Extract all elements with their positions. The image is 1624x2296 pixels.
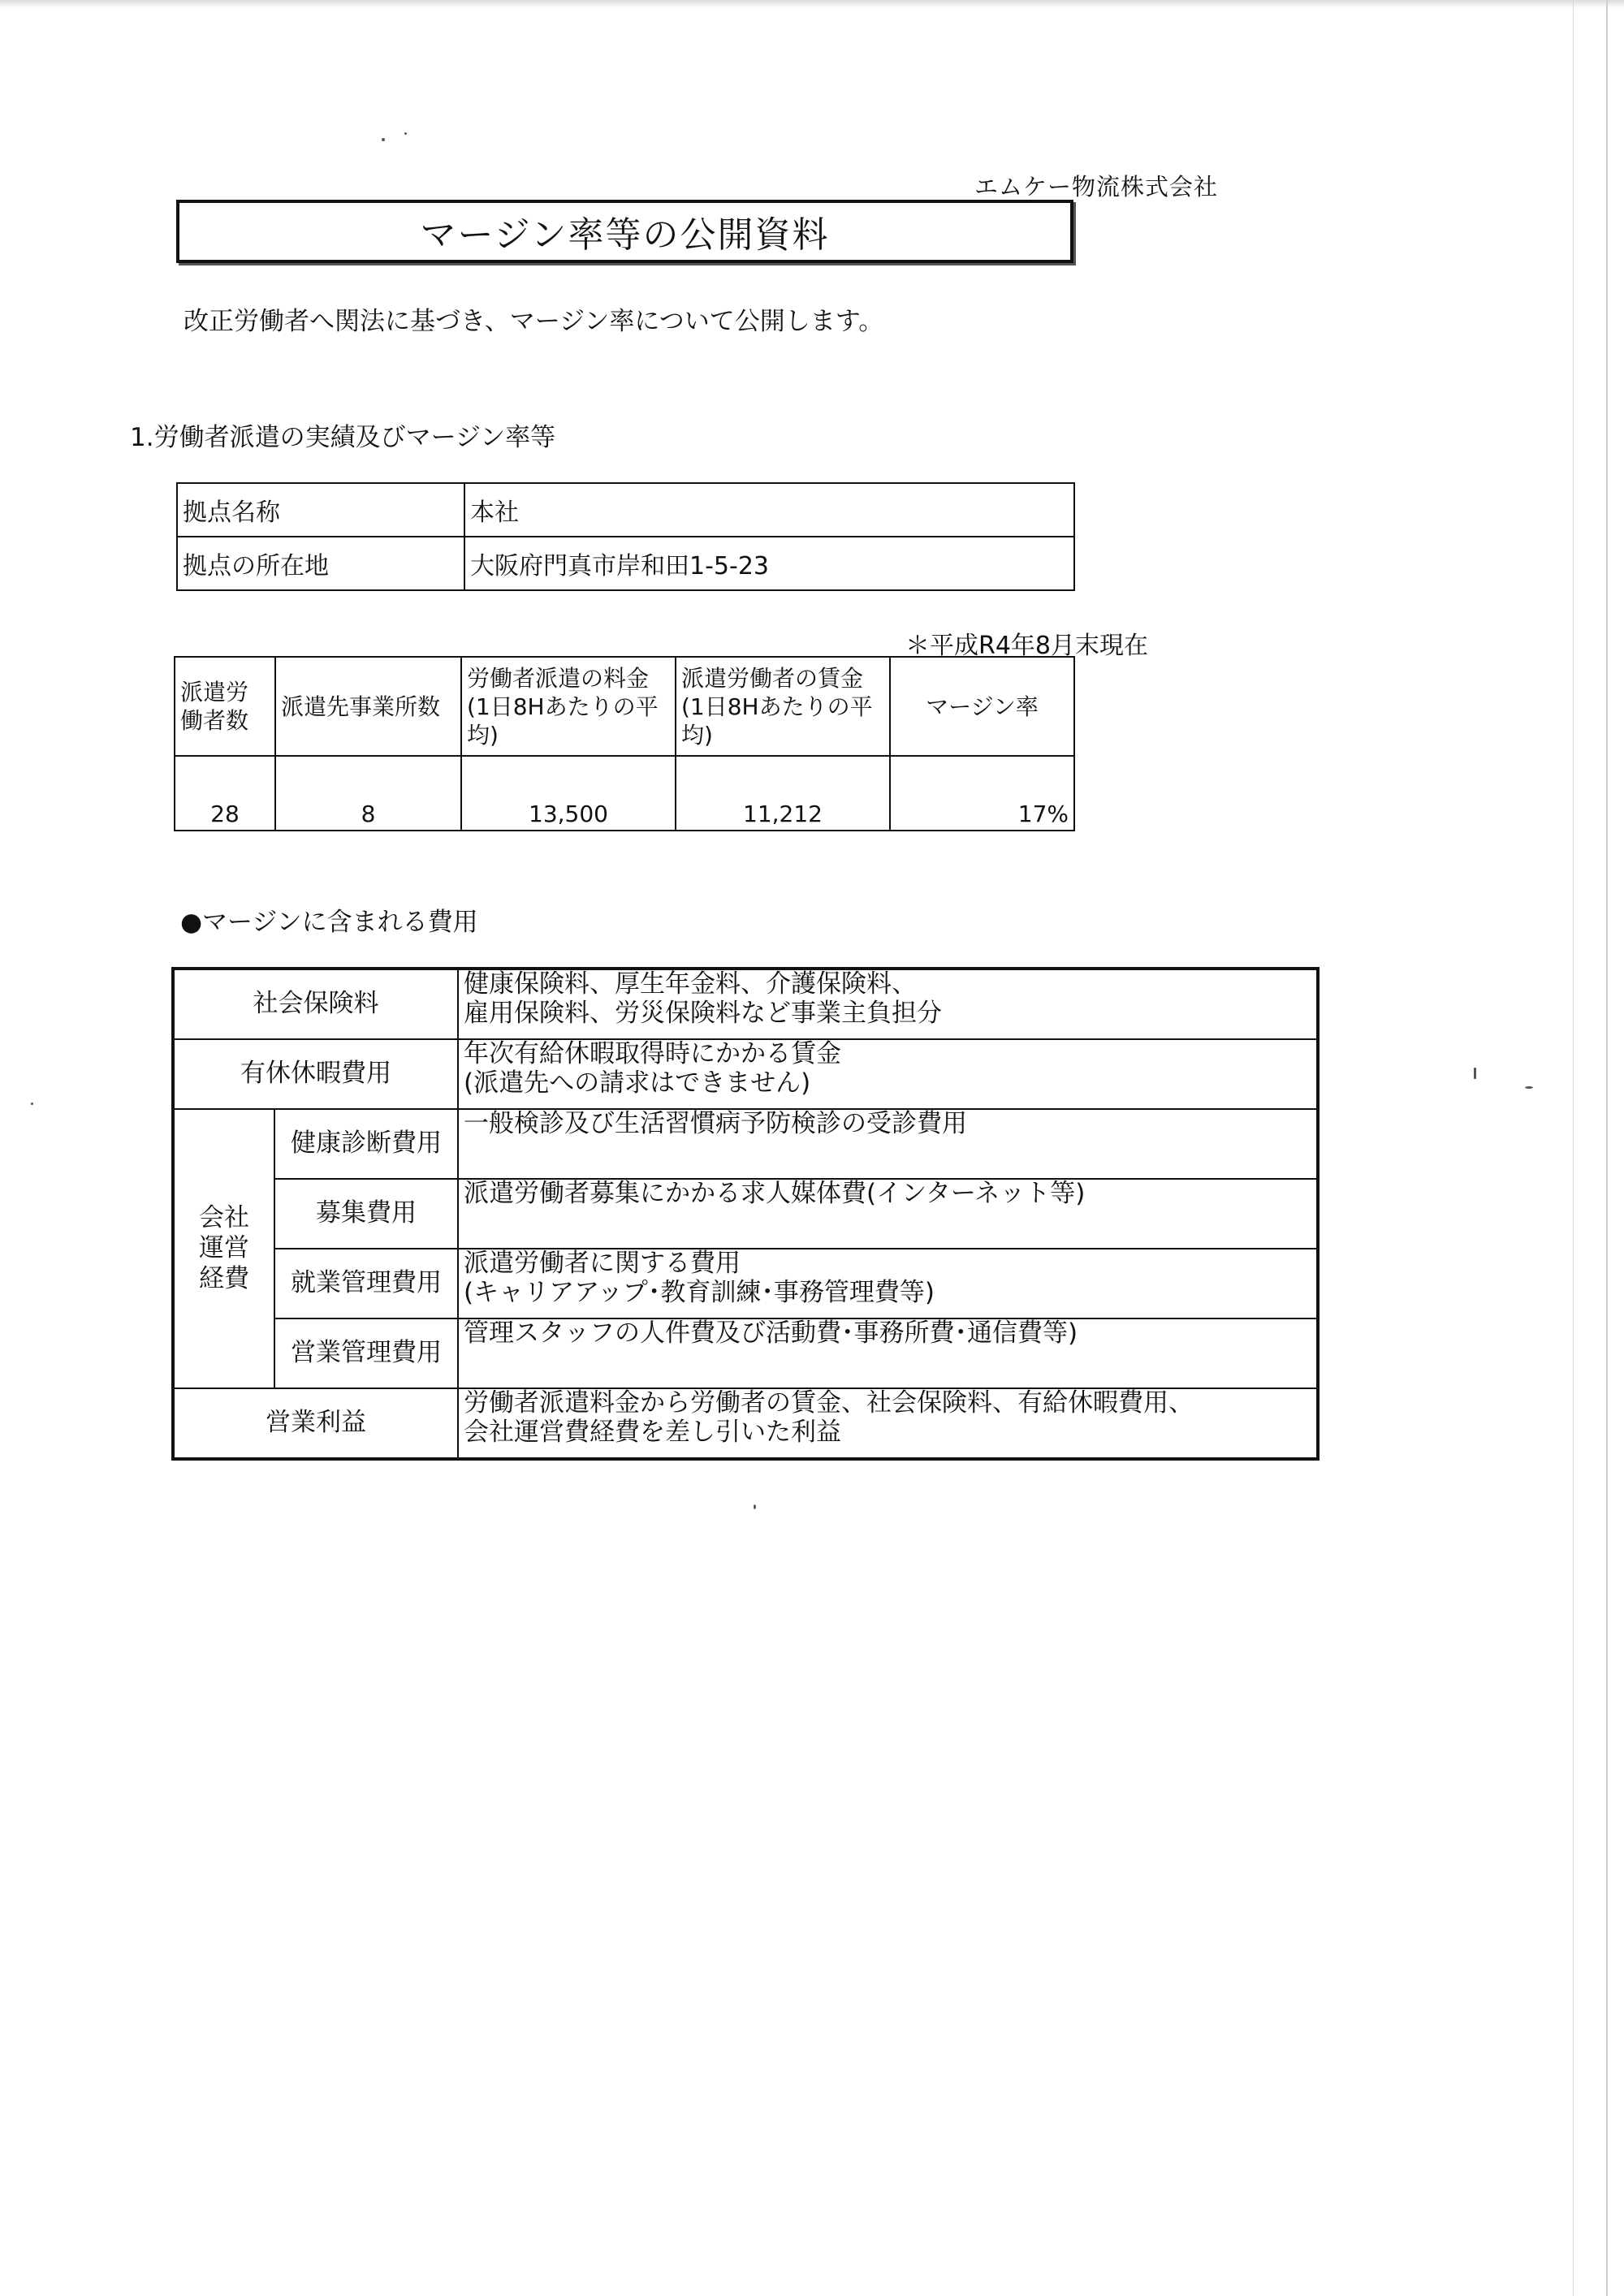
cost-recruiting-desc	[458, 1179, 1318, 1249]
desc-line: 派遣労働者募集にかかる求人媒体費(インターネット等)	[464, 1179, 1086, 1208]
table-row	[173, 1109, 1318, 1179]
table-row	[173, 969, 1318, 1039]
value-dispatch-fee: 13,500	[461, 756, 676, 831]
cost-sales-management-desc	[458, 1318, 1318, 1388]
scan-top-edge	[0, 0, 1624, 8]
scan-right-edge-inner	[1573, 0, 1574, 2296]
cost-company-ops-label	[173, 1109, 274, 1388]
location-name-value: 本社	[464, 483, 1074, 537]
header-dispatched-workers: 派遣労働者数	[175, 657, 275, 756]
cost-operating-profit-label: 営業利益	[173, 1388, 458, 1459]
desc-line: 一般検診及び生活習慣病予防検診の受診費用	[464, 1109, 967, 1138]
dispatch-stats-table	[174, 656, 1075, 831]
table-row	[173, 1388, 1318, 1459]
scan-speck	[1474, 1068, 1476, 1079]
cost-social-insurance-desc	[458, 969, 1318, 1039]
scan-speck	[31, 1103, 33, 1105]
location-address-label: 拠点の所在地	[177, 537, 464, 590]
intro-text: 改正労働者へ関法に基づき、マージン率について公開します。	[184, 307, 884, 336]
header-margin-rate: マージン率	[890, 657, 1074, 756]
table-row	[175, 756, 1074, 831]
cost-work-management-label: 就業管理費用	[274, 1249, 458, 1318]
scan-speck	[754, 1504, 756, 1509]
label-line: 会社	[199, 1203, 249, 1233]
header-worker-wage: 派遣労働者の賃金(1日8Hあたりの平均)	[676, 657, 890, 756]
table-row	[173, 1039, 1318, 1109]
cost-health-check-label: 健康診断費用	[274, 1109, 458, 1179]
desc-line: 派遣労働者に関する費用	[464, 1249, 741, 1278]
location-name-label: 拠点名称	[177, 483, 464, 537]
desc-line: 会社運営費経費を差し引いた利益	[464, 1417, 841, 1447]
desc-line: 労働者派遣料金から労働者の賃金、社会保険料、有給休暇費用、	[464, 1388, 1194, 1418]
cost-health-check-desc	[458, 1109, 1318, 1179]
section-heading-costs: ●マージンに含まれる費用	[180, 908, 478, 937]
cost-recruiting-label: 募集費用	[274, 1179, 458, 1249]
desc-line: 年次有給休暇取得時にかかる賃金	[464, 1039, 841, 1068]
value-dispatched-workers: 28	[175, 756, 275, 831]
label-line: 運営	[199, 1233, 249, 1263]
scan-speck	[1525, 1086, 1533, 1089]
cost-paid-leave-desc	[458, 1039, 1318, 1109]
margin-cost-table	[171, 967, 1320, 1461]
as-of-date: ＊平成R4年8月末現在	[905, 632, 1149, 660]
section-heading-results: 1.労働者派遣の実績及びマージン率等	[130, 423, 556, 452]
cost-paid-leave-label: 有休休暇費用	[173, 1039, 458, 1109]
desc-line: 雇用保険料、労災保険料など事業主負担分	[464, 998, 942, 1028]
table-row	[177, 483, 1074, 537]
desc-line: 管理スタッフの人件費及び活動費･事務所費･通信費等)	[464, 1318, 1078, 1348]
table-row	[173, 1179, 1318, 1249]
table-row	[177, 537, 1074, 590]
cost-sales-management-label: 営業管理費用	[274, 1318, 458, 1388]
table-row	[173, 1318, 1318, 1388]
table-header-row	[175, 657, 1074, 756]
desc-line: 健康保険料、厚生年金料、介護保険料、	[464, 969, 917, 999]
location-address-value: 大阪府門真市岸和田1-5-23	[464, 537, 1074, 590]
header-client-sites: 派遣先事業所数	[275, 657, 461, 756]
desc-line: (派遣先への請求はできません)	[464, 1068, 811, 1098]
table-row	[173, 1249, 1318, 1318]
value-client-sites: 8	[275, 756, 461, 831]
company-name: エムケー物流株式会社	[974, 173, 1219, 201]
value-margin-rate: 17%	[890, 756, 1074, 831]
cost-operating-profit-desc	[458, 1388, 1318, 1459]
scan-right-edge	[1606, 0, 1608, 2296]
document-title: マージン率等の公開資料	[176, 200, 1073, 263]
location-table	[176, 482, 1075, 591]
label-line: 経費	[199, 1263, 249, 1293]
scan-speck	[404, 132, 407, 135]
cost-work-management-desc	[458, 1249, 1318, 1318]
scan-speck	[382, 138, 385, 141]
cost-social-insurance-label: 社会保険料	[173, 969, 458, 1039]
header-dispatch-fee: 労働者派遣の料金(1日8Hあたりの平均)	[461, 657, 676, 756]
value-worker-wage: 11,212	[676, 756, 890, 831]
desc-line: (キャリアアップ･教育訓練･事務管理費等)	[464, 1277, 935, 1307]
